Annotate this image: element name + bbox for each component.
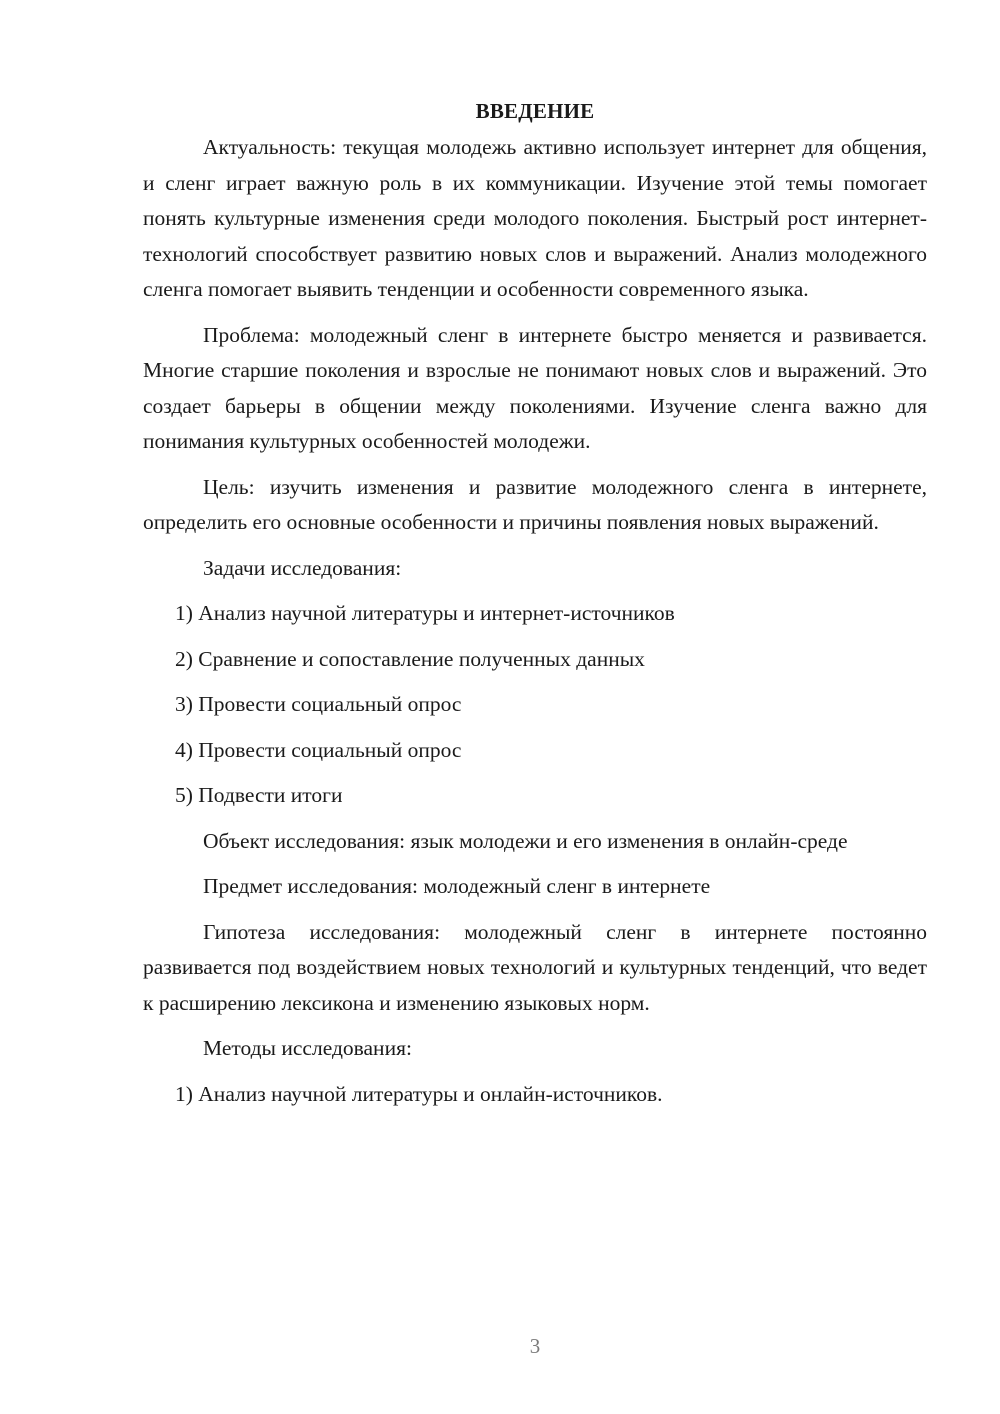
task-item: 4) Провести социальный опрос xyxy=(175,737,462,762)
tasks-list xyxy=(143,596,927,814)
subject-paragraph: Предмет исследования: молодежный сленг в интернете xyxy=(203,874,711,898)
task-item: 2) Сравнение и сопоставление полученных данных xyxy=(175,646,645,671)
task-item: 5) Подвести итоги xyxy=(175,783,343,807)
goal-paragraph: Цель: изучить изменения и развитие молодежного сленга в интернете, определить его основные особенности и причины появления новых выражений. xyxy=(143,474,927,534)
page-number: 3 xyxy=(529,1334,541,1358)
method-item: 1) Анализ научной литературы и онлайн-источников. xyxy=(175,1081,663,1106)
relevance-paragraph: Актуальность: текущая молодежь активно использует интернет для общения, и сленг играет важную роль в их коммуникации. Изучение этой темы помогает понять культурные изменения среди молодого поколения. Быстрый рост интернет-технологий способствует развитию новых слов и выражений. Анализ молодежного сленга помогает выявить тенденции и особенности современного языка. xyxy=(143,135,927,301)
hypothesis-paragraph: Гипотеза исследования: молодежный сленг в интернете постоянно развивается под воздействием новых технологий и культурных тенденций, что ведет к расширению лексикона и изменению языковых норм. xyxy=(143,919,927,1015)
object-paragraph: Объект исследования: язык молодежи и его изменения в онлайн-среде xyxy=(203,828,848,853)
methods-title: Методы исследования: xyxy=(203,1036,412,1060)
page-heading: ВВЕДЕНИЕ xyxy=(475,99,595,123)
problem-paragraph: Проблема: молодежный сленг в интернете быстро меняется и развивается. Многие старшие поколения и взрослые не понимают новых слов и выражений. Это создает барьеры в общении между поколениями. Изучение сленга важно для понимания культурных особенностей молодежи. xyxy=(143,322,927,453)
tasks-title: Задачи исследования: xyxy=(203,555,402,580)
task-item: 3) Провести социальный опрос xyxy=(175,692,462,716)
task-item: 1) Анализ научной литературы и интернет-источников xyxy=(175,601,675,625)
methods-list xyxy=(143,1077,927,1113)
page-content xyxy=(143,96,927,1122)
